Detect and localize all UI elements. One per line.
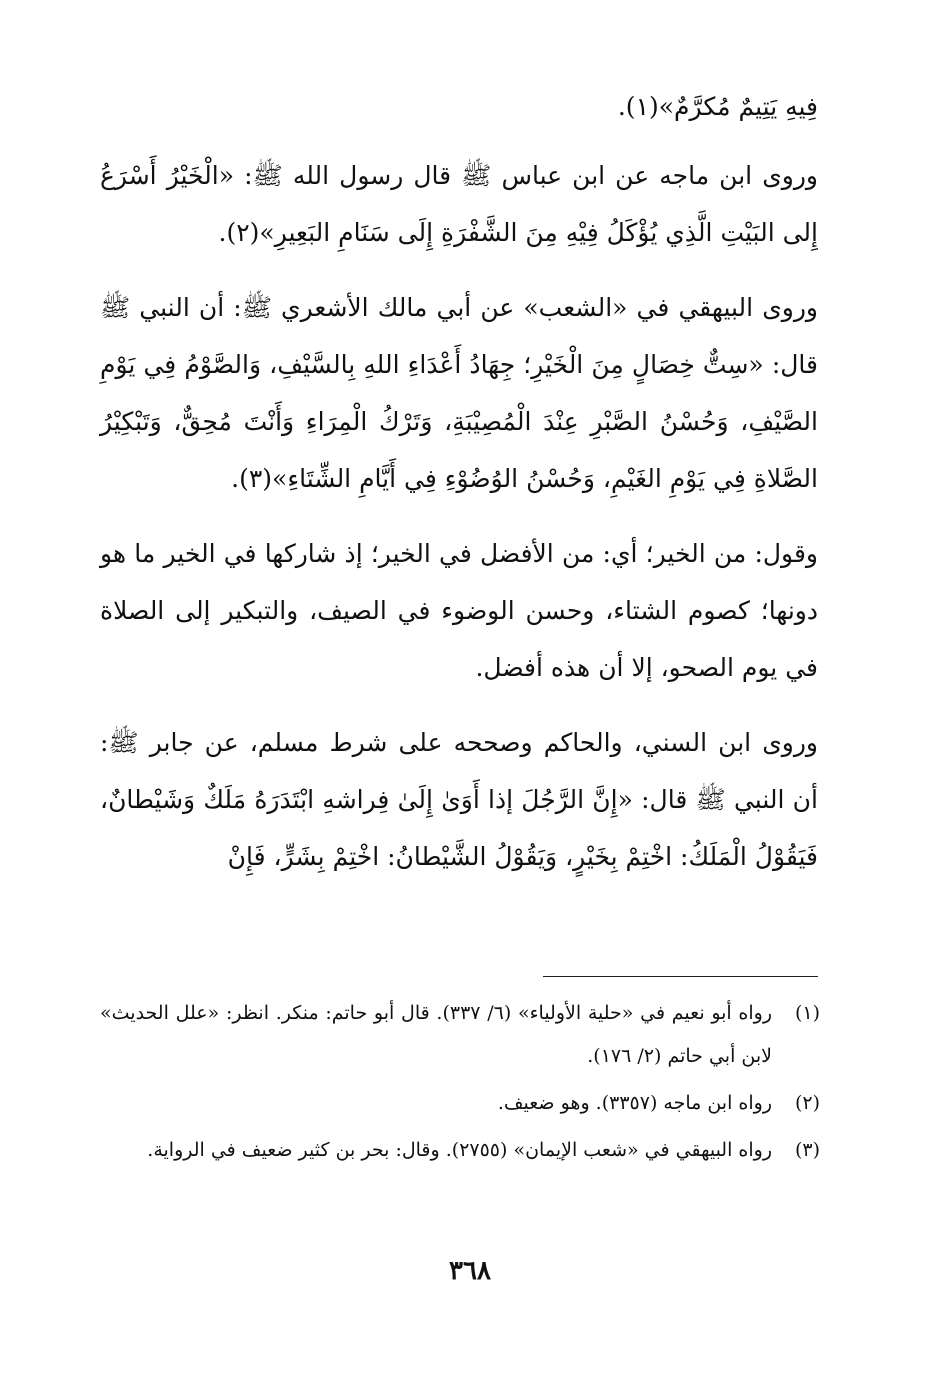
footnote-divider: [543, 976, 818, 977]
footnote-number: (١): [794, 1002, 820, 1024]
body-paragraph: وقول: من الخير؛ أي: من الأفضل في الخير؛ إذ شاركها في الخير ما هو دونها؛ كصوم الشتاء، وحسن الوضوء في الصيف، والتبكير إلى الصلاة في يوم الصحو، إلا أن هذه أفضل.: [100, 539, 818, 682]
body-paragraph: وروى ابن السني، والحاكم وصححه على شرط مسلم، عن جابر ﷺ: أن النبي ﷺ قال: «إِنَّ الرَّجُلَ إذا أَوَىٰ إِلَىٰ فِراشهِ ابْتَدَرَهُ مَلَكٌ وَشَيْطانٌ، فَيَقُوْلُ الْمَلَكُ: اخْتِمْ بِخَيْرٍ، وَيَقُوْلُ الشَّيْطانُ: اخْتِمْ بِشَرٍّ، فَإِنْ: [100, 728, 818, 871]
footnote-item: [100, 992, 820, 1078]
footnote-item: [100, 1082, 820, 1125]
body-paragraph: وروى ابن ماجه عن ابن عباس ﷺ قال رسول الله ﷺ: «الْخَيْرُ أَسْرَعُ إِلى البَيْتِ الَّذِي يُؤْكَلُ فِيْهِ مِنَ الشَّفْرَةِ إِلَى سَنَامِ البَعِيرِ»(٢).: [100, 161, 818, 247]
main-text: [100, 78, 818, 903]
page-number: ٣٦٨: [449, 1256, 491, 1286]
body-paragraph: فِيهِ يَتِيمٌ مُكرَّمٌ»(١).: [617, 92, 818, 121]
footnote-number: (٢): [794, 1092, 820, 1114]
footnote-number: (٣): [794, 1139, 820, 1161]
footnotes: [100, 992, 820, 1176]
footnote-text: رواه البيهقي في «شعب الإيمان» (٢٧٥٥). وقال: بحر بن كثير ضعيف في الرواية.: [147, 1139, 772, 1161]
footnote-text: رواه أبو نعيم في «حلية الأولياء» (٦/ ٣٣٧). قال أبو حاتم: منكر. انظر: «علل الحديث» لابن أبي حاتم (٢/ ١٧٦).: [100, 1002, 773, 1067]
footnote-item: [100, 1129, 820, 1172]
footnote-text: رواه ابن ماجه (٣٣٥٧). وهو ضعيف.: [497, 1092, 772, 1114]
body-paragraph: وروى البيهقي في «الشعب» عن أبي مالك الأشعري ﷺ: أن النبي ﷺ قال: «سِتٌّ خِصَالٍ مِنَ الْخَيْرِ؛ جِهَادُ أَعْدَاءِ اللهِ بِالسَّيْفِ، وَالصَّوْمُ فِي يَوْمِ الصَّيْفِ، وَحُسْنُ الصَّبْرِ عِنْدَ الْمُصِيْبَةِ، وَتَرْكُ الْمِرَاءِ وَأَنْتَ مُحِقٌّ، وَتَبْكِيْرُ الصَّلاةِ فِي يَوْمِ الغَيْمِ، وَحُسْنُ الوُضُوْءِ فِي أَيَّامِ الشِّتَاءِ»(٣).: [100, 293, 818, 493]
